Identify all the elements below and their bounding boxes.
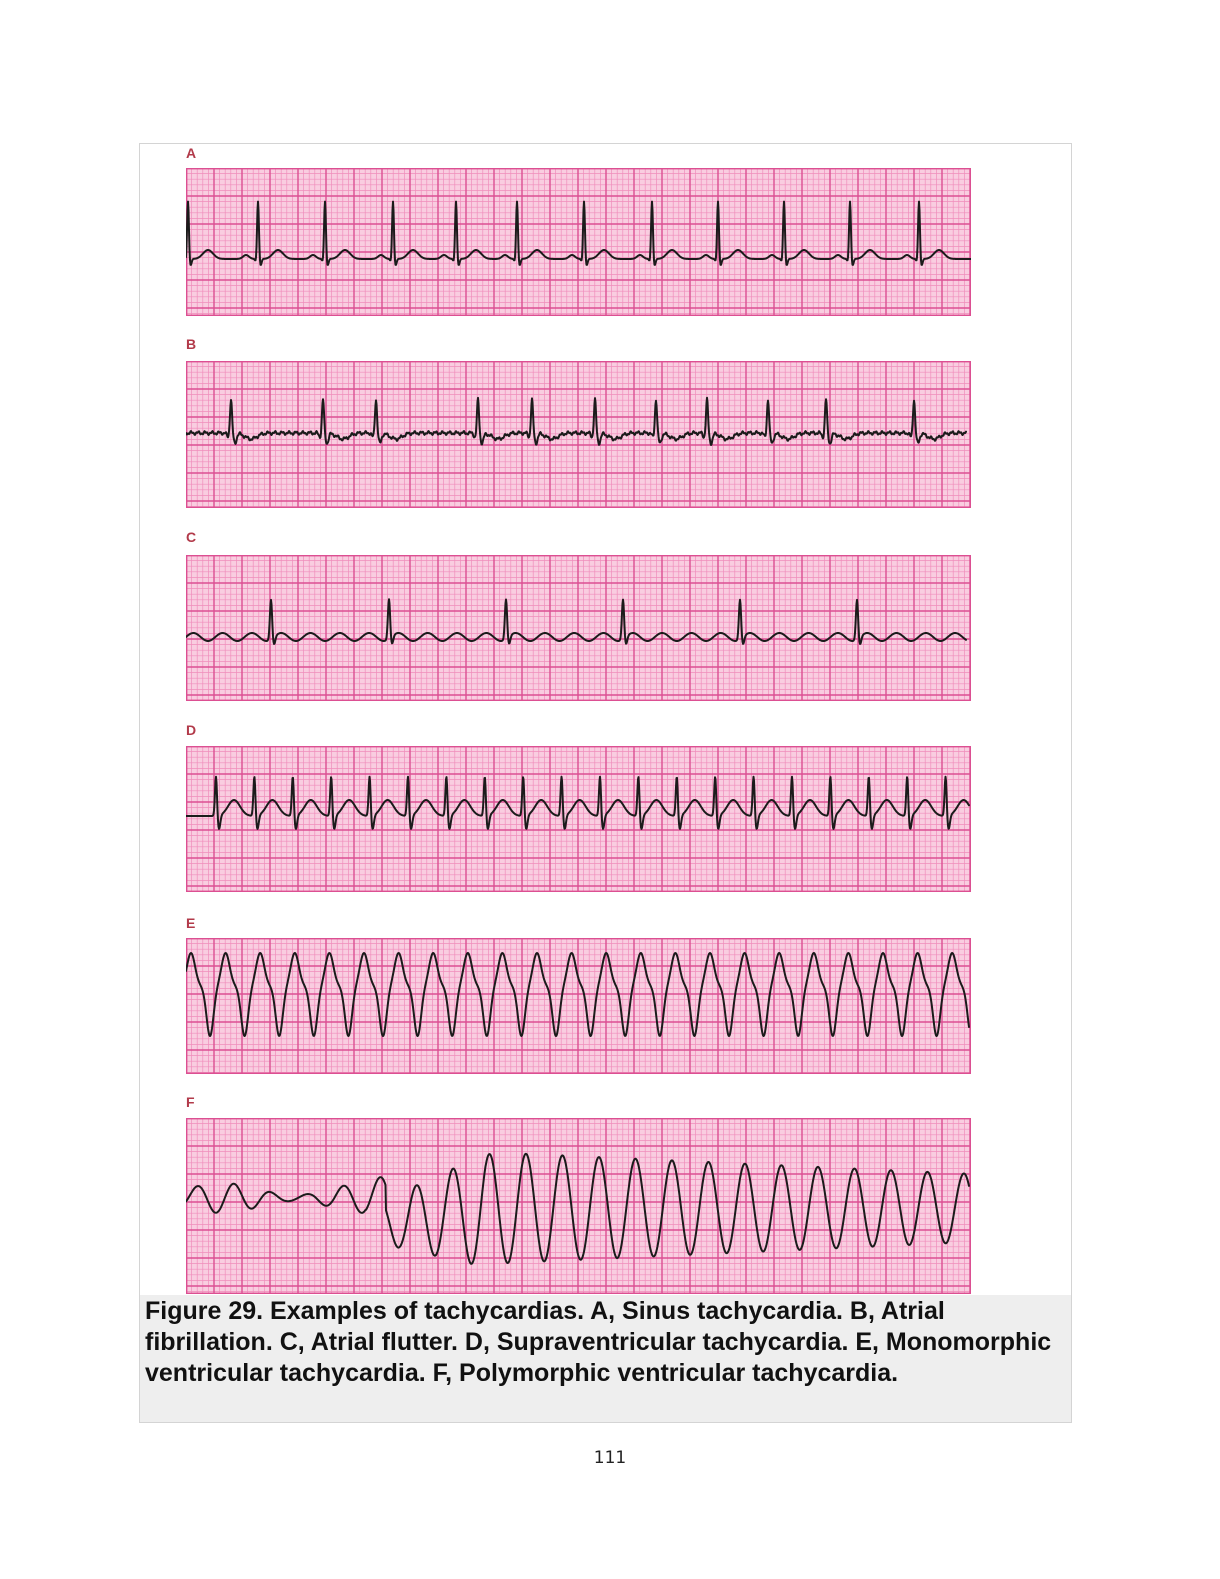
page-number: 111 — [593, 1448, 627, 1468]
ecg-strip-sinus-tachycardia — [186, 168, 971, 316]
ecg-strip-monomorphic-ventricular-tachycardia — [186, 938, 971, 1074]
panel-label-f: F — [186, 1094, 195, 1110]
panel-label-a: A — [186, 145, 197, 161]
ecg-strip-atrial-flutter — [186, 555, 971, 701]
panel-label-c: C — [186, 529, 197, 545]
panel-label-e: E — [186, 915, 196, 931]
panel-label-d: D — [186, 722, 197, 738]
figure-caption-box — [140, 1295, 1071, 1422]
ecg-strip-polymorphic-ventricular-tachycardia — [186, 1118, 971, 1294]
panel-label-b: B — [186, 336, 197, 352]
ecg-strip-atrial-fibrillation — [186, 361, 971, 508]
figure-caption: Figure 29. Examples of tachycardias. A, Sinus tachycardia. B, Atrial fibrillation. C, Atrial flutter. D, Supraventricular tachycardia. E, Monomorphic ventricular tachycardia. F, Polymorphic ventricular tachycardia. — [145, 1297, 1052, 1387]
ecg-strip-supraventricular-tachycardia — [186, 746, 971, 892]
